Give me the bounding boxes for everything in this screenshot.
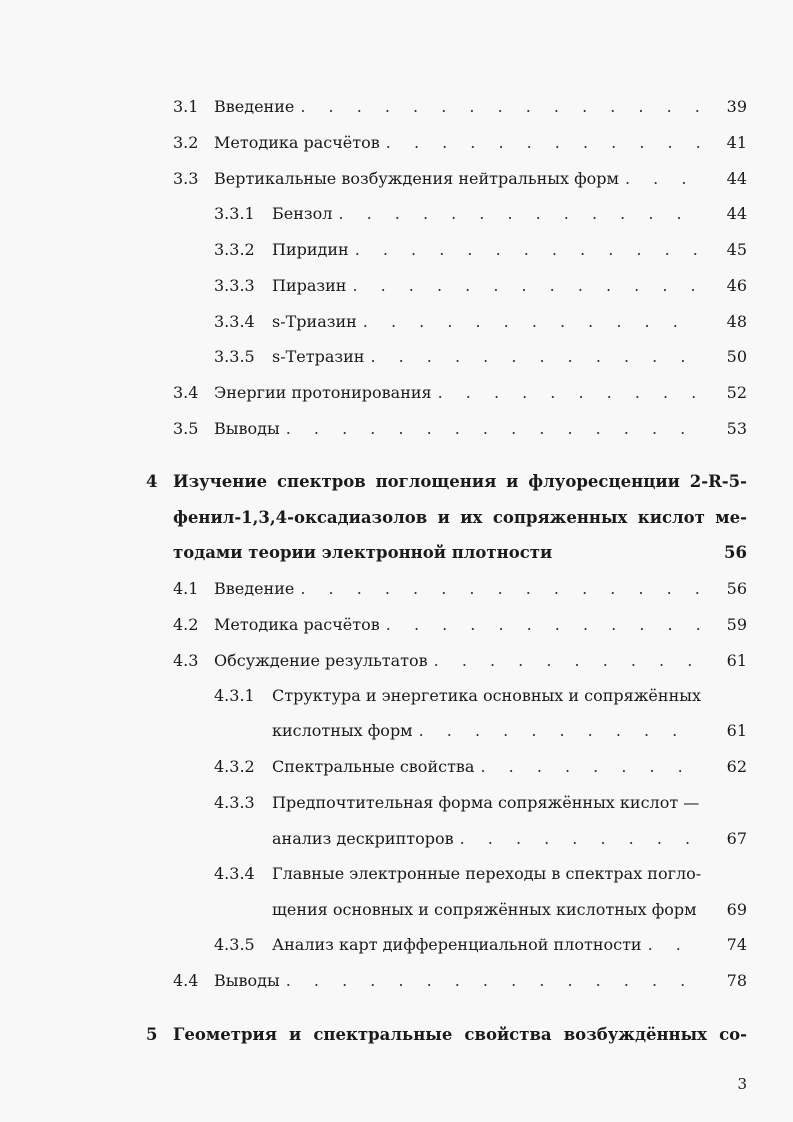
dot-leader (363, 312, 701, 332)
section-number: 4.3.5 (214, 935, 255, 954)
section-number: 4.4 (173, 971, 199, 990)
page-ref: 61 (726, 721, 747, 740)
page-ref: 39 (726, 97, 747, 116)
section-number: 3.3.5 (214, 347, 255, 366)
dot-leader (286, 419, 701, 439)
toc-entry-3-3-1[interactable] (214, 204, 747, 224)
section-title-line-1: Структура и энергетика основных и сопряжённых (272, 686, 701, 705)
dot-leader (648, 935, 701, 955)
toc-entry-4-3[interactable] (173, 651, 747, 671)
section-title: Методика расчётов (214, 615, 380, 634)
toc-entry-4-1[interactable] (173, 579, 747, 599)
page-number: 3 (737, 1075, 747, 1093)
page-ref: 69 (726, 900, 747, 919)
dot-leader (434, 651, 701, 671)
section-title: Энергии протонирования (214, 383, 432, 402)
page-ref: 46 (726, 276, 747, 295)
section-title: s-Тетразин (272, 347, 365, 366)
dot-leader (386, 133, 701, 153)
section-title: Методика расчётов (214, 133, 380, 152)
toc-entry-4-2[interactable] (173, 615, 747, 635)
section-title: Бензол (272, 204, 333, 223)
chapter-page-ref: 56 (724, 543, 747, 562)
dot-leader (355, 240, 701, 260)
page-ref: 44 (726, 169, 747, 188)
dot-leader (300, 97, 701, 117)
toc-entry-4-4[interactable] (173, 971, 747, 991)
section-title-line-2: щения основных и сопряжённых кислотных форм (272, 900, 697, 919)
section-title: s-Триазин (272, 312, 357, 331)
page-ref: 56 (726, 579, 747, 598)
toc-entry-3-5[interactable] (173, 419, 747, 439)
toc-entry-3-3[interactable] (173, 169, 747, 189)
section-number: 3.2 (173, 133, 199, 152)
toc-entry-4-3-2[interactable] (214, 757, 747, 777)
section-number: 3.3.2 (214, 240, 255, 259)
page-ref: 44 (726, 204, 747, 223)
section-title: Выводы (214, 419, 280, 438)
section-number: 3.3.1 (214, 204, 255, 223)
dot-leader (338, 204, 701, 224)
chapter-title-line-3: тодами теории электронной плотности (173, 543, 553, 562)
chapter-number: 5 (146, 1025, 158, 1044)
dot-leader (438, 383, 701, 403)
section-number: 3.5 (173, 419, 199, 438)
section-number: 4.3.1 (214, 686, 255, 705)
section-title: Выводы (214, 971, 280, 990)
section-title-line-2: анализ дескрипторов (272, 829, 454, 848)
dot-leader (386, 615, 701, 635)
dot-leader (460, 829, 701, 849)
dot-leader (419, 721, 701, 741)
section-number: 4.3.3 (214, 793, 255, 812)
dot-leader (480, 757, 701, 777)
section-number: 3.3 (173, 169, 199, 188)
section-title-line-2: кислотных форм (272, 721, 413, 740)
page-ref: 78 (726, 971, 747, 990)
toc-entry-3-3-5[interactable] (214, 347, 747, 367)
section-title: Пиридин (272, 240, 349, 259)
section-title-line-1: Главные электронные переходы в спектрах погло- (272, 864, 702, 883)
section-title: Анализ карт дифференциальной плотности (272, 935, 642, 954)
page-ref: 62 (726, 757, 747, 776)
chapter-title-line-2: фенил-1,3,4-оксадиазолов и их сопряженных кислот ме- (173, 508, 747, 527)
section-number: 3.1 (173, 97, 199, 116)
section-number: 3.3.4 (214, 312, 255, 331)
section-number: 4.3.2 (214, 757, 255, 776)
page-ref: 41 (726, 133, 747, 152)
chapter-number: 4 (146, 472, 158, 491)
toc-entry-3-3-4[interactable] (214, 312, 747, 332)
section-title: Пиразин (272, 276, 347, 295)
dot-leader (300, 579, 701, 599)
page-ref: 48 (726, 312, 747, 331)
page-ref: 52 (726, 383, 747, 402)
section-title: Вертикальные возбуждения нейтральных форм (214, 169, 619, 188)
section-number: 4.3.4 (214, 864, 255, 883)
section-title-line-1: Предпочтительная форма сопряжённых кислот — (272, 793, 700, 812)
section-title: Введение (214, 579, 295, 598)
chapter-title-line-1: Геометрия и спектральные свойства возбуждённых со- (173, 1025, 747, 1044)
page-ref: 53 (726, 419, 747, 438)
page-ref: 67 (726, 829, 747, 848)
chapter-title-line-1: Изучение спектров поглощения и флуоресценции 2-R-5- (173, 472, 747, 491)
section-number: 3.3.3 (214, 276, 255, 295)
toc-entry-4-3-5[interactable] (214, 935, 747, 955)
toc-entry-3-3-3[interactable] (214, 276, 747, 296)
toc-entry-3-3-2[interactable] (214, 240, 747, 260)
page-ref: 45 (726, 240, 747, 259)
page-ref: 59 (726, 615, 747, 634)
section-number: 3.4 (173, 383, 199, 402)
section-number: 4.2 (173, 615, 199, 634)
section-title: Введение (214, 97, 295, 116)
page-ref: 50 (726, 347, 747, 366)
section-title: Обсуждение результатов (214, 651, 428, 670)
section-number: 4.3 (173, 651, 199, 670)
dot-leader (352, 276, 701, 296)
page-ref: 61 (726, 651, 747, 670)
dot-leader (370, 347, 701, 367)
dot-leader (625, 169, 701, 189)
toc-entry-3-4[interactable] (173, 383, 747, 403)
toc-entry-3-2[interactable] (173, 133, 747, 153)
section-title: Спектральные свойства (272, 757, 475, 776)
page-ref: 74 (726, 935, 747, 954)
section-number: 4.1 (173, 579, 199, 598)
dot-leader (286, 971, 701, 991)
toc-entry-3-1[interactable] (173, 97, 747, 117)
